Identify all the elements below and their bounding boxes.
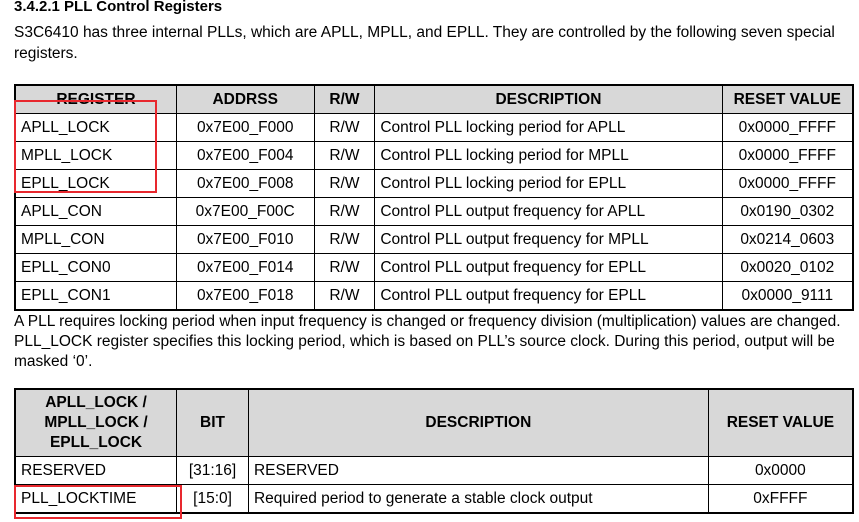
register-rw: R/W — [314, 198, 375, 226]
section-heading: 3.4.2.1 PLL Control Registers — [14, 0, 223, 15]
register-reset: 0x0000_FFFF — [722, 142, 853, 170]
register-reset: 0x0214_0603 — [722, 226, 853, 254]
col-rw: R/W — [314, 85, 375, 114]
col-register: REGISTER — [15, 85, 176, 114]
table-row — [15, 170, 853, 198]
col-register-group — [15, 389, 177, 457]
register-name: EPLL_CON1 — [15, 282, 176, 311]
register-address: 0x7E00_F010 — [176, 226, 314, 254]
register-name: EPLL_LOCK — [15, 170, 176, 198]
field-description: RESERVED — [248, 457, 708, 485]
register-name: MPLL_LOCK — [15, 142, 176, 170]
header-line: APLL_LOCK / — [45, 394, 147, 411]
header-line: MPLL_LOCK / — [44, 414, 148, 431]
register-description: Control PLL output frequency for MPLL — [375, 226, 722, 254]
register-rw: R/W — [314, 170, 375, 198]
bit-table-header — [15, 389, 853, 457]
table-row — [15, 226, 853, 254]
col-reset-value: RESET VALUE — [708, 389, 853, 457]
field-bits: [15:0] — [177, 485, 249, 514]
table-row — [15, 457, 853, 485]
field-bits: [31:16] — [177, 457, 249, 485]
register-description: Control PLL output frequency for APLL — [375, 198, 722, 226]
register-description: Control PLL output frequency for EPLL — [375, 254, 722, 282]
register-reset: 0x0000_FFFF — [722, 170, 853, 198]
col-description: DESCRIPTION — [248, 389, 708, 457]
table-row — [15, 282, 853, 311]
register-name: APLL_CON — [15, 198, 176, 226]
register-rw: R/W — [314, 282, 375, 311]
register-description: Control PLL locking period for MPLL — [375, 142, 722, 170]
col-bit: BIT — [177, 389, 249, 457]
register-address: 0x7E00_F000 — [176, 114, 314, 142]
register-rw: R/W — [314, 226, 375, 254]
register-reset: 0x0000_9111 — [722, 282, 853, 311]
register-address: 0x7E00_F008 — [176, 170, 314, 198]
table-row — [15, 114, 853, 142]
register-address: 0x7E00_F014 — [176, 254, 314, 282]
register-rw: R/W — [314, 114, 375, 142]
col-description: DESCRIPTION — [375, 85, 722, 114]
register-address: 0x7E00_F018 — [176, 282, 314, 311]
register-name: APLL_LOCK — [15, 114, 176, 142]
table-row — [15, 142, 853, 170]
register-rw: R/W — [314, 142, 375, 170]
register-table — [14, 84, 854, 311]
table-row — [15, 254, 853, 282]
header-line: EPLL_LOCK — [49, 434, 143, 451]
field-name: PLL_LOCKTIME — [15, 485, 177, 514]
register-reset: 0x0020_0102 — [722, 254, 853, 282]
register-address: 0x7E00_F00C — [176, 198, 314, 226]
register-rw: R/W — [314, 254, 375, 282]
register-description: Control PLL locking period for APLL — [375, 114, 722, 142]
register-name: MPLL_CON — [15, 226, 176, 254]
register-description: Control PLL output frequency for EPLL — [375, 282, 722, 311]
register-reset: 0x0190_0302 — [722, 198, 853, 226]
table-row — [15, 485, 853, 514]
register-name: EPLL_CON0 — [15, 254, 176, 282]
field-description: Required period to generate a stable clock output — [248, 485, 708, 514]
field-name: RESERVED — [15, 457, 177, 485]
col-address: ADDRSS — [176, 85, 314, 114]
register-address: 0x7E00_F004 — [176, 142, 314, 170]
table-row — [15, 198, 853, 226]
field-reset: 0xFFFF — [708, 485, 853, 514]
col-reset-value: RESET VALUE — [722, 85, 853, 114]
field-reset: 0x0000 — [708, 457, 853, 485]
locking-paragraph: A PLL requires locking period when input frequency is changed or frequency division (multiplication) values are changed. PLL_LOCK register specifies this locking period, which is based on PLL’s source clock. During this period, output will be masked ‘0’. — [14, 313, 841, 370]
register-table-header — [15, 85, 853, 114]
register-description: Control PLL locking period for EPLL — [375, 170, 722, 198]
intro-paragraph: S3C6410 has three internal PLLs, which are APLL, MPLL, and EPLL. They are controlled by the following seven special registers. — [14, 24, 835, 62]
bit-table — [14, 388, 854, 514]
register-reset: 0x0000_FFFF — [722, 114, 853, 142]
